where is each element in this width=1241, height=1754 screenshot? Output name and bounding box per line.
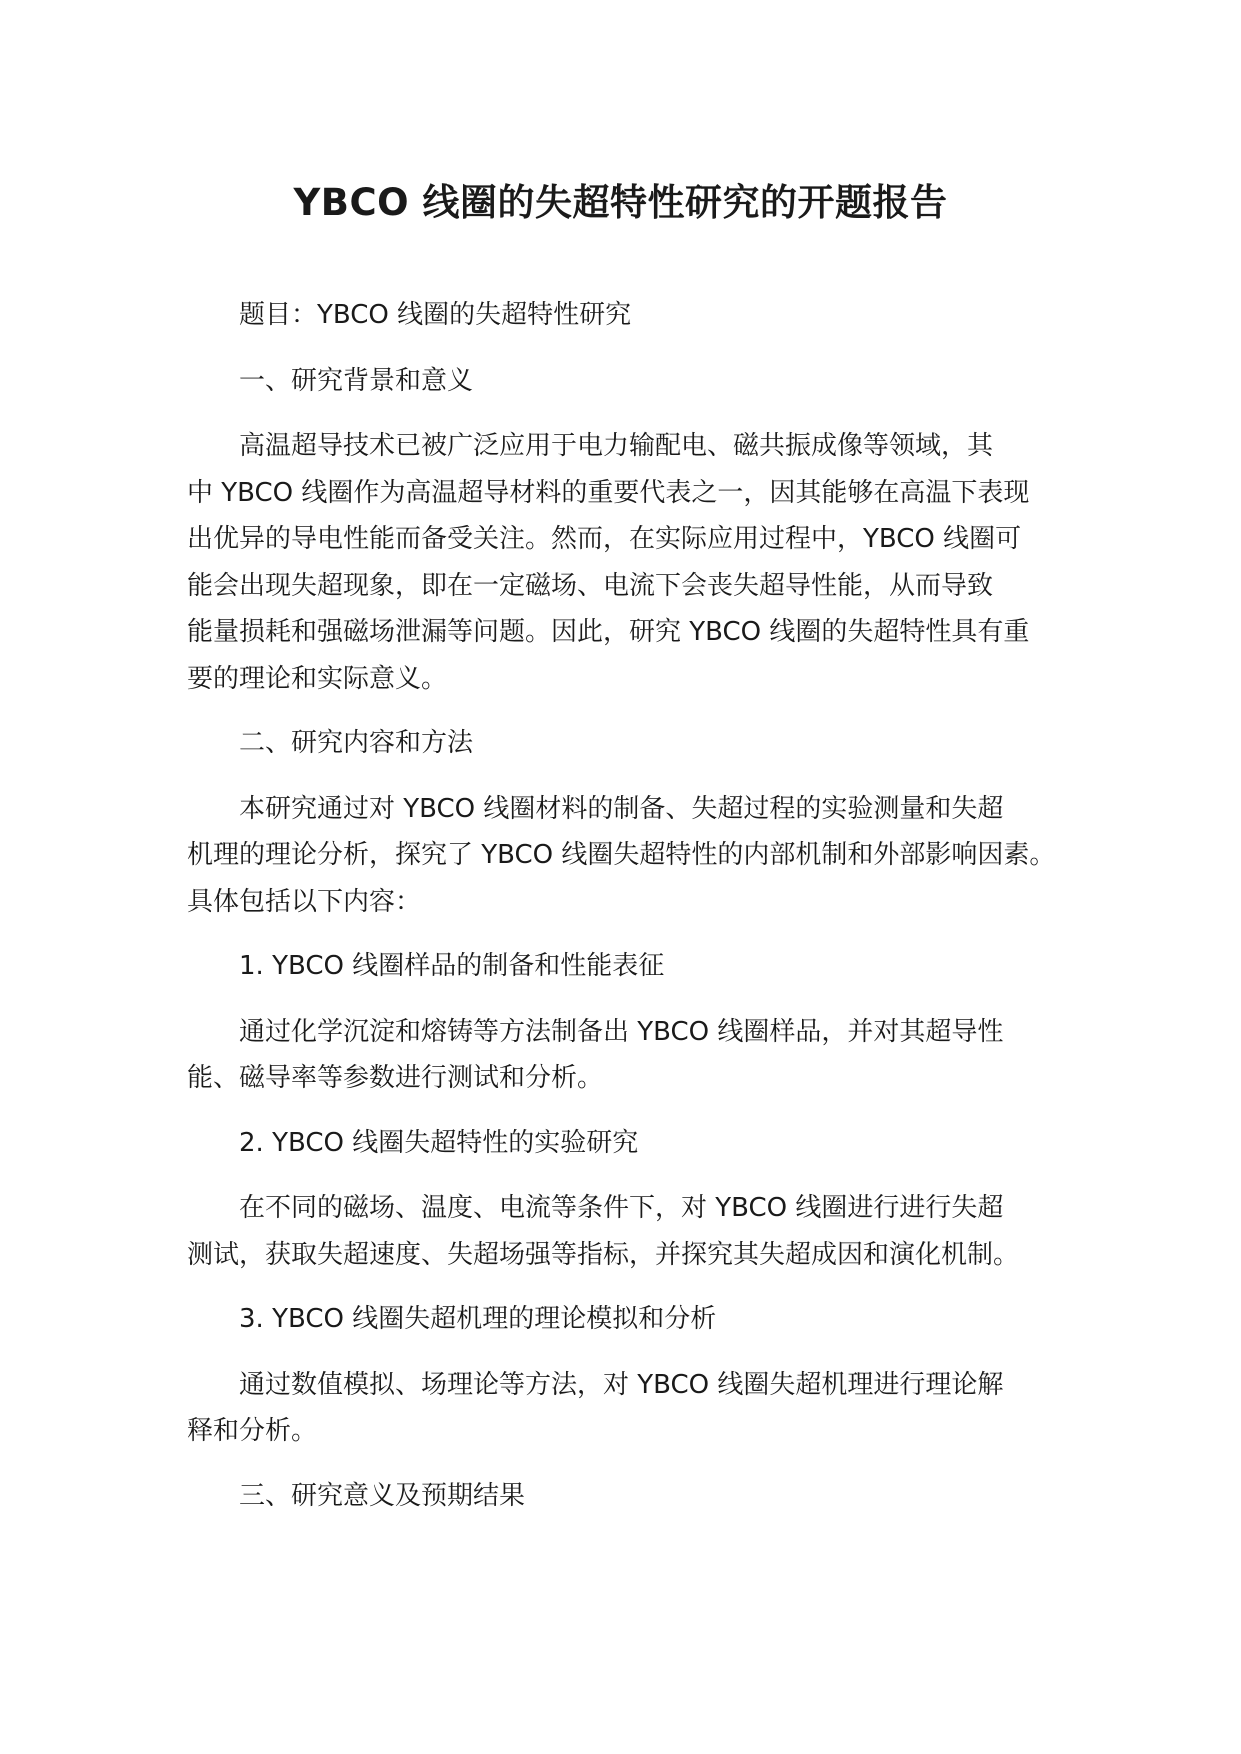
paragraph — [187, 1009, 1077, 1102]
paragraph — [187, 943, 1077, 990]
paragraph-line: 能、磁导率等参数进行测试和分析。 — [187, 1063, 604, 1093]
paragraph — [187, 1362, 1077, 1455]
paragraph — [187, 786, 1077, 926]
paragraph — [187, 292, 1077, 339]
paragraph — [187, 358, 1077, 405]
document-title: YBCO 线圈的失超特性研究的开题报告 — [293, 181, 948, 224]
paragraph-line: 能会出现失超现象，即在一定磁场、电流下会丧失超导性能，从而导致 — [187, 570, 994, 601]
document-body — [187, 292, 1077, 1538]
paragraph — [187, 1120, 1077, 1167]
paragraph-line: 具体包括以下内容： — [187, 886, 422, 917]
paragraph — [187, 1296, 1077, 1343]
paragraph-line: 三、研究意义及预期结果 — [239, 1480, 526, 1511]
paragraph-line: 释和分析。 — [187, 1416, 318, 1446]
paragraph-line: 能量损耗和强磁场泄漏等问题。因此，研究 YBCO 线圈的失超特性具有重 — [187, 617, 1030, 647]
paragraph-line: 通过化学沉淀和熔铸等方法制备出 YBCO 线圈样品，并对其超导性 — [239, 1016, 1004, 1047]
paragraph-line: 要的理论和实际意义。 — [187, 663, 448, 694]
paragraph — [187, 1473, 1077, 1520]
paragraph-line: 高温超导技术已被广泛应用于电力输配电、磁共振成像等领域，其 — [239, 431, 994, 461]
paragraph-line: 在不同的磁场、温度、电流等条件下，对 YBCO 线圈进行进行失超 — [239, 1193, 1004, 1223]
paragraph-line: 二、研究内容和方法 — [239, 728, 474, 758]
paragraph-line: 通过数值模拟、场理论等方法，对 YBCO 线圈失超机理进行理论解 — [239, 1369, 1004, 1400]
paragraph-line: 3. YBCO 线圈失超机理的理论模拟和分析 — [239, 1304, 717, 1334]
paragraph — [187, 720, 1077, 767]
paragraph-line: 一、研究背景和意义 — [239, 365, 474, 396]
paragraph-line: 中 YBCO 线圈作为高温超导材料的重要代表之一，因其能够在高温下表现 — [187, 477, 1030, 508]
paragraph-line: 本研究通过对 YBCO 线圈材料的制备、失超过程的实验测量和失超 — [239, 793, 1004, 824]
paragraph-line: 题目：YBCO 线圈的失超特性研究 — [239, 300, 632, 330]
paragraph-line: 测试，获取失超速度、失超场强等指标，并探究其失超成因和演化机制。 — [187, 1239, 1020, 1270]
paragraph — [187, 423, 1077, 702]
paragraph-line: 2. YBCO 线圈失超特性的实验研究 — [239, 1127, 639, 1158]
paragraph-line: 机理的理论分析，探究了 YBCO 线圈失超特性的内部机制和外部影响因素。 — [187, 840, 1056, 870]
paragraph-line: 出优异的导电性能而备受关注。然而，在实际应用过程中，YBCO 线圈可 — [187, 524, 1022, 554]
paragraph — [187, 1185, 1077, 1278]
paragraph-line: 1. YBCO 线圈样品的制备和性能表征 — [239, 951, 665, 981]
